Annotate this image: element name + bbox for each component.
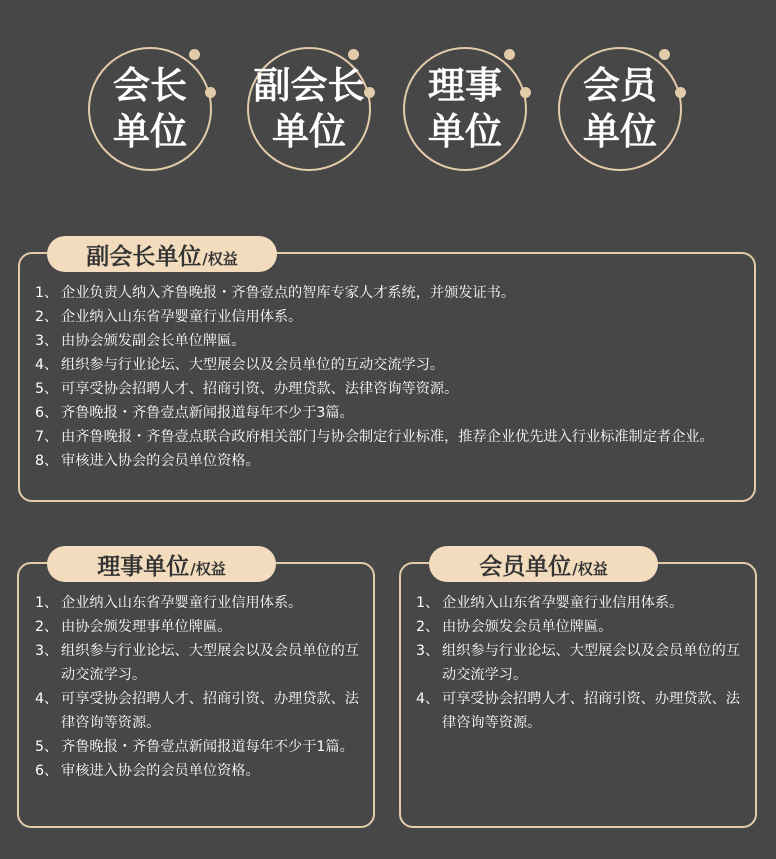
circle-line2: 单位 [583,110,657,153]
item-text: 企业纳入山东省孕婴童行业信用体系。 [442,595,684,611]
circle-director-unit [403,47,527,171]
list-item [35,305,753,329]
item-text: 组织参与行业论坛、大型展会以及会员单位的互动交流学习。 [61,357,445,373]
item-number: 4、 [35,357,59,373]
circle-president-unit [88,47,212,171]
list-item [416,591,746,615]
decor-dot [504,49,515,60]
decor-dot [205,87,216,98]
item-text: 可享受协会招聘人才、招商引资、办理贷款、法律咨询等资源。 [442,691,740,731]
item-number: 4、 [416,691,440,707]
item-number: 3、 [416,643,440,659]
list-item [35,425,753,449]
item-number: 1、 [35,285,59,301]
item-number: 6、 [35,405,59,421]
item-number: 4、 [35,691,59,707]
section-title: 会员单位 [479,553,572,580]
member-title-pill [429,546,658,582]
section-title: 副会长单位 [86,243,202,270]
circle-line1: 会长 [113,64,187,107]
list-item [416,639,746,687]
list-item [35,329,753,353]
item-text: 由齐鲁晚报・齐鲁壹点联合政府相关部门与协会制定行业标准，推荐企业优先进入行业标准制定者企业。 [61,429,714,445]
item-number: 8、 [35,453,59,469]
section-title-suffix: /权益 [202,249,238,268]
item-number: 5、 [35,381,59,397]
item-number: 7、 [35,429,59,445]
list-item [35,735,360,759]
item-text: 组织参与行业论坛、大型展会以及会员单位的互动交流学习。 [442,643,740,683]
decor-dot [189,49,200,60]
circle-line1: 副会长 [253,64,365,107]
item-number: 5、 [35,739,59,755]
item-text: 企业负责人纳入齐鲁晚报・齐鲁壹点的智库专家人才系统，并颁发证书。 [61,285,516,301]
item-text: 审核进入协会的会员单位资格。 [61,763,260,779]
item-text: 企业纳入山东省孕婴童行业信用体系。 [61,595,303,611]
circle-vice-president-unit [247,47,371,171]
member-rights-list [416,591,746,735]
item-number: 6、 [35,763,59,779]
list-item [35,281,753,305]
section-title-suffix: /权益 [572,559,608,578]
item-text: 由协会颁发副会长单位牌匾。 [61,333,246,349]
item-text: 齐鲁晚报・齐鲁壹点新闻报道每年不少于1篇。 [61,739,354,755]
item-text: 可享受协会招聘人才、招商引资、办理贷款、法律咨询等资源。 [61,381,459,397]
item-text: 齐鲁晚报・齐鲁壹点新闻报道每年不少于3篇。 [61,405,354,421]
vice-president-title-pill [47,236,277,272]
list-item [35,449,753,473]
item-number: 1、 [35,595,59,611]
list-item [35,639,360,687]
decor-dot [348,49,359,60]
decor-dot [659,49,670,60]
list-item [35,591,360,615]
circle-line2: 单位 [272,110,346,153]
item-text: 可享受协会招聘人才、招商引资、办理贷款、法律咨询等资源。 [61,691,359,731]
item-text: 审核进入协会的会员单位资格。 [61,453,260,469]
item-text: 由协会颁发理事单位牌匾。 [61,619,232,635]
list-item [35,615,360,639]
decor-dot [675,87,686,98]
list-item [416,615,746,639]
item-number: 2、 [35,619,59,635]
decor-dot [364,87,375,98]
list-item [35,687,360,735]
item-number: 2、 [416,619,440,635]
list-item [35,377,753,401]
list-item [35,401,753,425]
vice-president-rights-list [35,281,753,473]
section-title: 理事单位 [97,553,190,580]
circle-member-unit [558,47,682,171]
circle-line1: 会员 [583,64,657,107]
item-number: 2、 [35,309,59,325]
director-rights-list [35,591,360,783]
item-number: 3、 [35,643,59,659]
list-item [35,353,753,377]
circle-line2: 单位 [113,110,187,153]
director-title-pill [47,546,276,582]
list-item [416,687,746,735]
item-number: 1、 [416,595,440,611]
item-text: 组织参与行业论坛、大型展会以及会员单位的互动交流学习。 [61,643,359,683]
decor-dot [520,87,531,98]
section-title-suffix: /权益 [190,559,226,578]
circle-line2: 单位 [428,110,502,153]
list-item [35,759,360,783]
item-text: 由协会颁发会员单位牌匾。 [442,619,613,635]
item-number: 3、 [35,333,59,349]
item-text: 企业纳入山东省孕婴童行业信用体系。 [61,309,303,325]
circle-line1: 理事 [428,64,502,107]
